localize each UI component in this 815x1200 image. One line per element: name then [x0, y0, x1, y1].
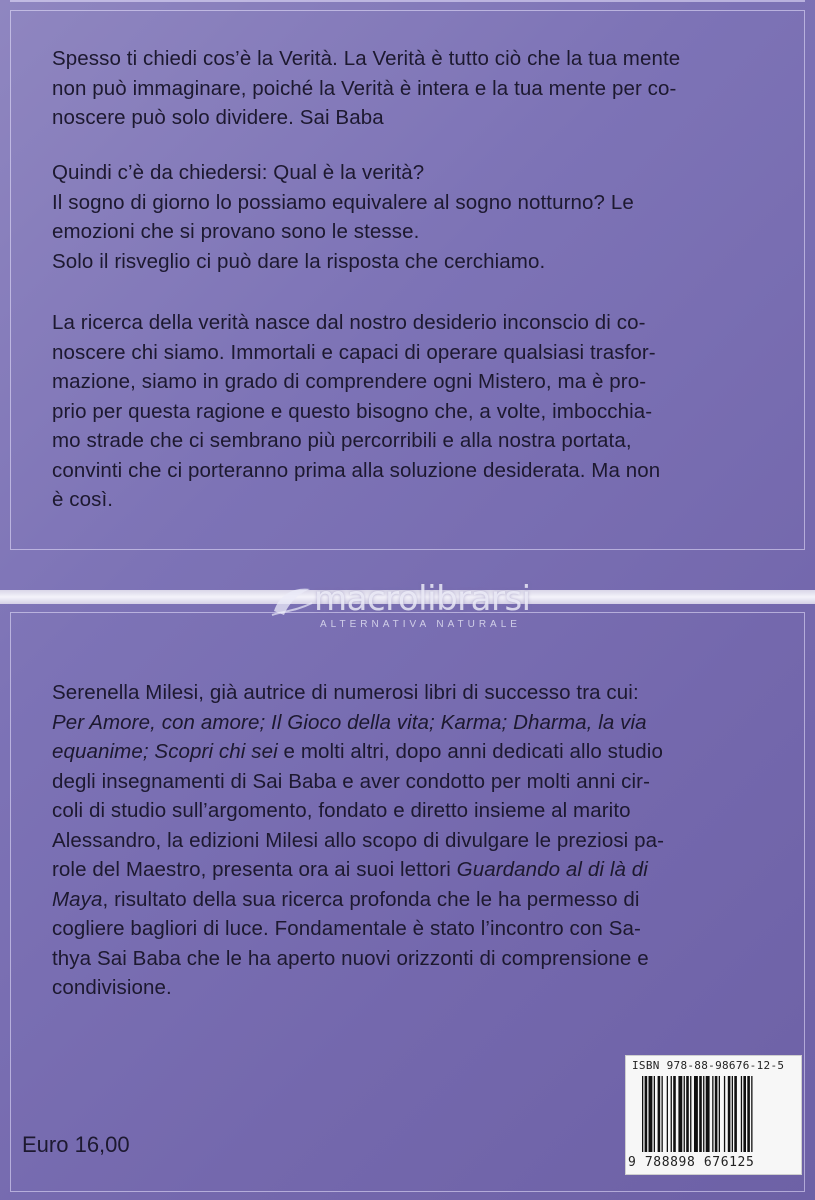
text-line: mazione, siamo in grado di comprendere ogni Mistero, ma è pro- — [52, 370, 647, 393]
book-title-italic: Guardando al di là di — [456, 858, 648, 881]
text-line — [52, 885, 770, 915]
text-line: mo strade che ci sembrano più percorribili e alla nostra portata, — [52, 429, 632, 452]
barcode-icon — [636, 1076, 792, 1154]
text-segment: role del Maestro, presenta ora ai suoi lettori — [52, 858, 457, 881]
quote-paragraph — [52, 44, 770, 133]
text-line: emozioni che si provano sono le stesse. — [52, 220, 420, 243]
price-label: Euro 16,00 — [22, 1132, 130, 1157]
logo-tagline: ALTERNATIVA NATURALE — [320, 619, 521, 630]
book-titles-italic: equanime; Scopri chi sei — [52, 740, 278, 763]
text-line: Alessandro, la edizioni Milesi allo scopo di divulgare le preziosi pa- — [52, 828, 665, 852]
text-segment: , risultato della sua ricerca profonda che le ha permesso di — [102, 887, 640, 911]
book-title-italic: Maya — [52, 887, 103, 911]
text-line: Quindi c’è da chiedersi: Qual è la verità? — [52, 161, 425, 184]
text-line: noscere chi siamo. Immortali e capaci di operare qualsiasi trasfor- — [52, 340, 656, 364]
text-line: cogliere bagliori di luce. Fondamentale è stato l’incontro con Sa- — [52, 917, 641, 940]
isbn-label: ISBN 978-88-98676-12-5 — [632, 1059, 785, 1072]
text-line: prio per questa ragione e questo bisogno che, a volte, imbocchia- — [52, 399, 653, 423]
text-line: condivisione. — [52, 976, 172, 999]
text-line: La ricerca della verità nasce dal nostro desiderio inconscio di co- — [52, 311, 646, 334]
leaf-swoosh-icon — [270, 581, 314, 621]
question-paragraph — [52, 158, 770, 276]
macrolibrarsi-logo — [262, 575, 562, 635]
barcode-number: 9 788898 676125 — [628, 1155, 755, 1170]
text-line: Serenella Milesi, già autrice di numerosi libri di successo tra cui: — [52, 681, 639, 704]
text-line: non può immaginare, poiché la Verità è intera e la tua mente per co- — [52, 76, 677, 100]
text-line — [52, 708, 770, 738]
text-line: coli di studio sull’argomento, fondato e diretto insieme al marito — [52, 799, 631, 822]
text-line: Spesso ti chiedi cos’è la Verità. La Verità è tutto ciò che la tua mente — [52, 47, 681, 70]
logo-wordmark: macrolibrarsi — [314, 579, 531, 619]
text-line — [52, 855, 770, 885]
barcode-box — [625, 1055, 802, 1175]
text-line: noscere può solo dividere. Sai Baba — [52, 106, 384, 129]
book-titles-italic: Per Amore, con amore; Il Gioco della vita; Karma; Dharma, la via — [52, 710, 647, 734]
text-line: Il sogno di giorno lo possiamo equivalere al sogno notturno? Le — [52, 190, 634, 214]
truth-paragraph — [52, 308, 770, 515]
text-line: convinti che ci porteranno prima alla soluzione desiderata. Ma non — [52, 458, 661, 482]
text-line: Solo il risveglio ci può dare la risposta che cerchiamo. — [52, 249, 546, 273]
text-line: thya Sai Baba che le ha aperto nuovi orizzonti di comprensione e — [52, 946, 649, 970]
text-segment: e molti altri, dopo anni dedicati allo studio — [277, 740, 663, 763]
text-line — [52, 737, 770, 767]
text-line: è così. — [52, 488, 114, 511]
top-text-panel — [10, 0, 805, 2]
author-paragraph — [52, 678, 770, 1003]
text-line: degli insegnamenti di Sai Baba e aver condotto per molti anni cir- — [52, 769, 651, 793]
